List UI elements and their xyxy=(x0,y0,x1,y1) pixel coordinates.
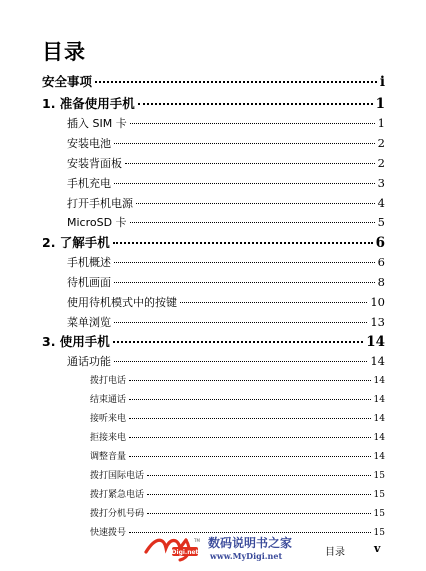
toc-leader-dots xyxy=(129,380,371,381)
toc-entry[interactable] xyxy=(67,175,385,191)
toc-leader-dots xyxy=(180,302,367,303)
toc-entry[interactable] xyxy=(67,353,385,369)
toc-entry-page: 1 xyxy=(375,96,385,112)
toc-entry-page: 6 xyxy=(375,235,385,251)
toc-entry-title: MicroSD 卡 xyxy=(67,216,127,229)
toc-entry-title: 1. 准备使用手机 xyxy=(42,96,135,111)
toc-entry[interactable] xyxy=(67,155,385,171)
toc-entry-title: 2. 了解手机 xyxy=(42,235,110,250)
toc-entry-title: 安全事项 xyxy=(42,74,93,89)
toc-entry-title: 打开手机电源 xyxy=(67,197,133,210)
footer-page-number: v xyxy=(374,542,381,555)
toc-entry[interactable] xyxy=(90,506,385,519)
toc-entry-page: 14 xyxy=(373,414,385,424)
toc-leader-dots xyxy=(125,163,375,164)
logo-tm: TM xyxy=(194,538,200,543)
toc-leader-dots xyxy=(147,494,371,495)
toc-entry-page: 14 xyxy=(366,334,385,350)
toc-entry-page: 6 xyxy=(377,255,385,269)
toc-entry-page: 3 xyxy=(377,176,385,190)
logo-url: www.MyDigi.net xyxy=(210,551,283,561)
toc-entry-page: 15 xyxy=(373,509,385,519)
toc-leader-dots xyxy=(114,361,367,362)
toc-leader-dots xyxy=(113,341,363,343)
logo-cn-name: 数码说明书之家 xyxy=(208,536,293,550)
toc-entry-page: 2 xyxy=(377,156,385,170)
toc-entry[interactable] xyxy=(67,314,385,330)
toc-entry-page: 5 xyxy=(377,215,385,229)
toc-entry[interactable] xyxy=(90,468,385,481)
toc-entry[interactable] xyxy=(67,195,385,211)
toc-entry[interactable] xyxy=(90,430,385,443)
toc-entry-page: 14 xyxy=(373,433,385,443)
toc-entry-title: 手机充电 xyxy=(67,177,111,190)
toc-leader-dots xyxy=(129,399,371,400)
toc-entry[interactable] xyxy=(67,135,385,151)
toc-entry-title: 手机概述 xyxy=(67,256,111,269)
toc-leader-dots xyxy=(114,262,375,263)
toc-leader-dots xyxy=(136,203,375,204)
toc-leader-dots xyxy=(114,282,375,283)
toc-entry-page: 15 xyxy=(373,471,385,481)
mydigi-logo xyxy=(142,530,312,564)
page-title: 目录 xyxy=(42,40,86,64)
toc-entry-title: 结束通话 xyxy=(90,395,127,405)
toc-entry[interactable] xyxy=(67,115,385,131)
toc-entry-title: 待机画面 xyxy=(67,276,111,289)
toc-leader-dots xyxy=(147,513,371,514)
toc-entry-page: 15 xyxy=(373,528,385,538)
toc-entry[interactable] xyxy=(90,411,385,424)
toc-entry-title: 菜单浏览 xyxy=(67,316,111,329)
toc-entry-title: 拨打紧急电话 xyxy=(90,490,145,500)
toc-entry[interactable] xyxy=(90,487,385,500)
toc-leader-dots xyxy=(114,143,375,144)
toc-entry[interactable] xyxy=(42,332,385,350)
toc-entry-title: 调整音量 xyxy=(90,452,127,462)
toc-entry-page: 8 xyxy=(377,275,385,289)
toc-leader-dots xyxy=(113,242,373,244)
toc-entry-page: 10 xyxy=(370,295,385,309)
toc-leader-dots xyxy=(114,183,375,184)
toc-entry-title: 快速拨号 xyxy=(90,528,127,538)
toc-entry-page: 14 xyxy=(370,354,385,368)
toc-entry[interactable] xyxy=(90,392,385,405)
toc-entry[interactable] xyxy=(67,254,385,270)
toc-entry-title: 安装背面板 xyxy=(67,157,122,170)
toc-entry-page: 4 xyxy=(377,196,385,210)
toc-entry[interactable] xyxy=(67,214,385,230)
toc-entry-title: 拨打国际电话 xyxy=(90,471,145,481)
toc-entry-page: 14 xyxy=(373,376,385,386)
toc-leader-dots xyxy=(129,437,371,438)
toc-entry-title: 插入 SIM 卡 xyxy=(67,117,127,130)
toc-entry-title: 通话功能 xyxy=(67,355,111,368)
toc-entry[interactable] xyxy=(67,274,385,290)
toc-entry[interactable] xyxy=(42,72,385,90)
toc-entry[interactable] xyxy=(42,233,385,251)
toc-entry-title: 拨打分机号码 xyxy=(90,509,145,519)
toc-leader-dots xyxy=(114,322,367,323)
toc-leader-dots xyxy=(130,123,375,124)
toc-entry-title: 拒接来电 xyxy=(90,433,127,443)
toc-entry-title: 接听来电 xyxy=(90,414,127,424)
toc-leader-dots xyxy=(130,222,375,223)
toc-entry-page: 13 xyxy=(370,315,385,329)
toc-entry-page: 1 xyxy=(377,116,385,130)
toc-entry-page: 15 xyxy=(373,490,385,500)
toc-leader-dots xyxy=(95,81,377,83)
toc-leader-dots xyxy=(129,418,371,419)
toc-leader-dots xyxy=(129,456,371,457)
logo-badge-text: Digi.net xyxy=(171,549,199,556)
toc-leader-dots xyxy=(138,103,373,105)
toc-entry[interactable] xyxy=(90,449,385,462)
footer-section-title: 目录 xyxy=(325,547,345,558)
toc-entry[interactable] xyxy=(90,373,385,386)
toc-entry-title: 拨打电话 xyxy=(90,376,127,386)
toc-entry-page: 14 xyxy=(373,395,385,405)
toc-entry-page: 14 xyxy=(373,452,385,462)
toc-entry-page: 2 xyxy=(377,136,385,150)
toc-entry[interactable] xyxy=(67,294,385,310)
toc-entry[interactable] xyxy=(42,94,385,112)
toc-entry-page: i xyxy=(379,74,385,90)
toc-entry-title: 3. 使用手机 xyxy=(42,334,110,349)
toc-entry-title: 安装电池 xyxy=(67,137,111,150)
toc-entry-title: 使用待机模式中的按键 xyxy=(67,296,177,309)
toc-leader-dots xyxy=(147,475,371,476)
